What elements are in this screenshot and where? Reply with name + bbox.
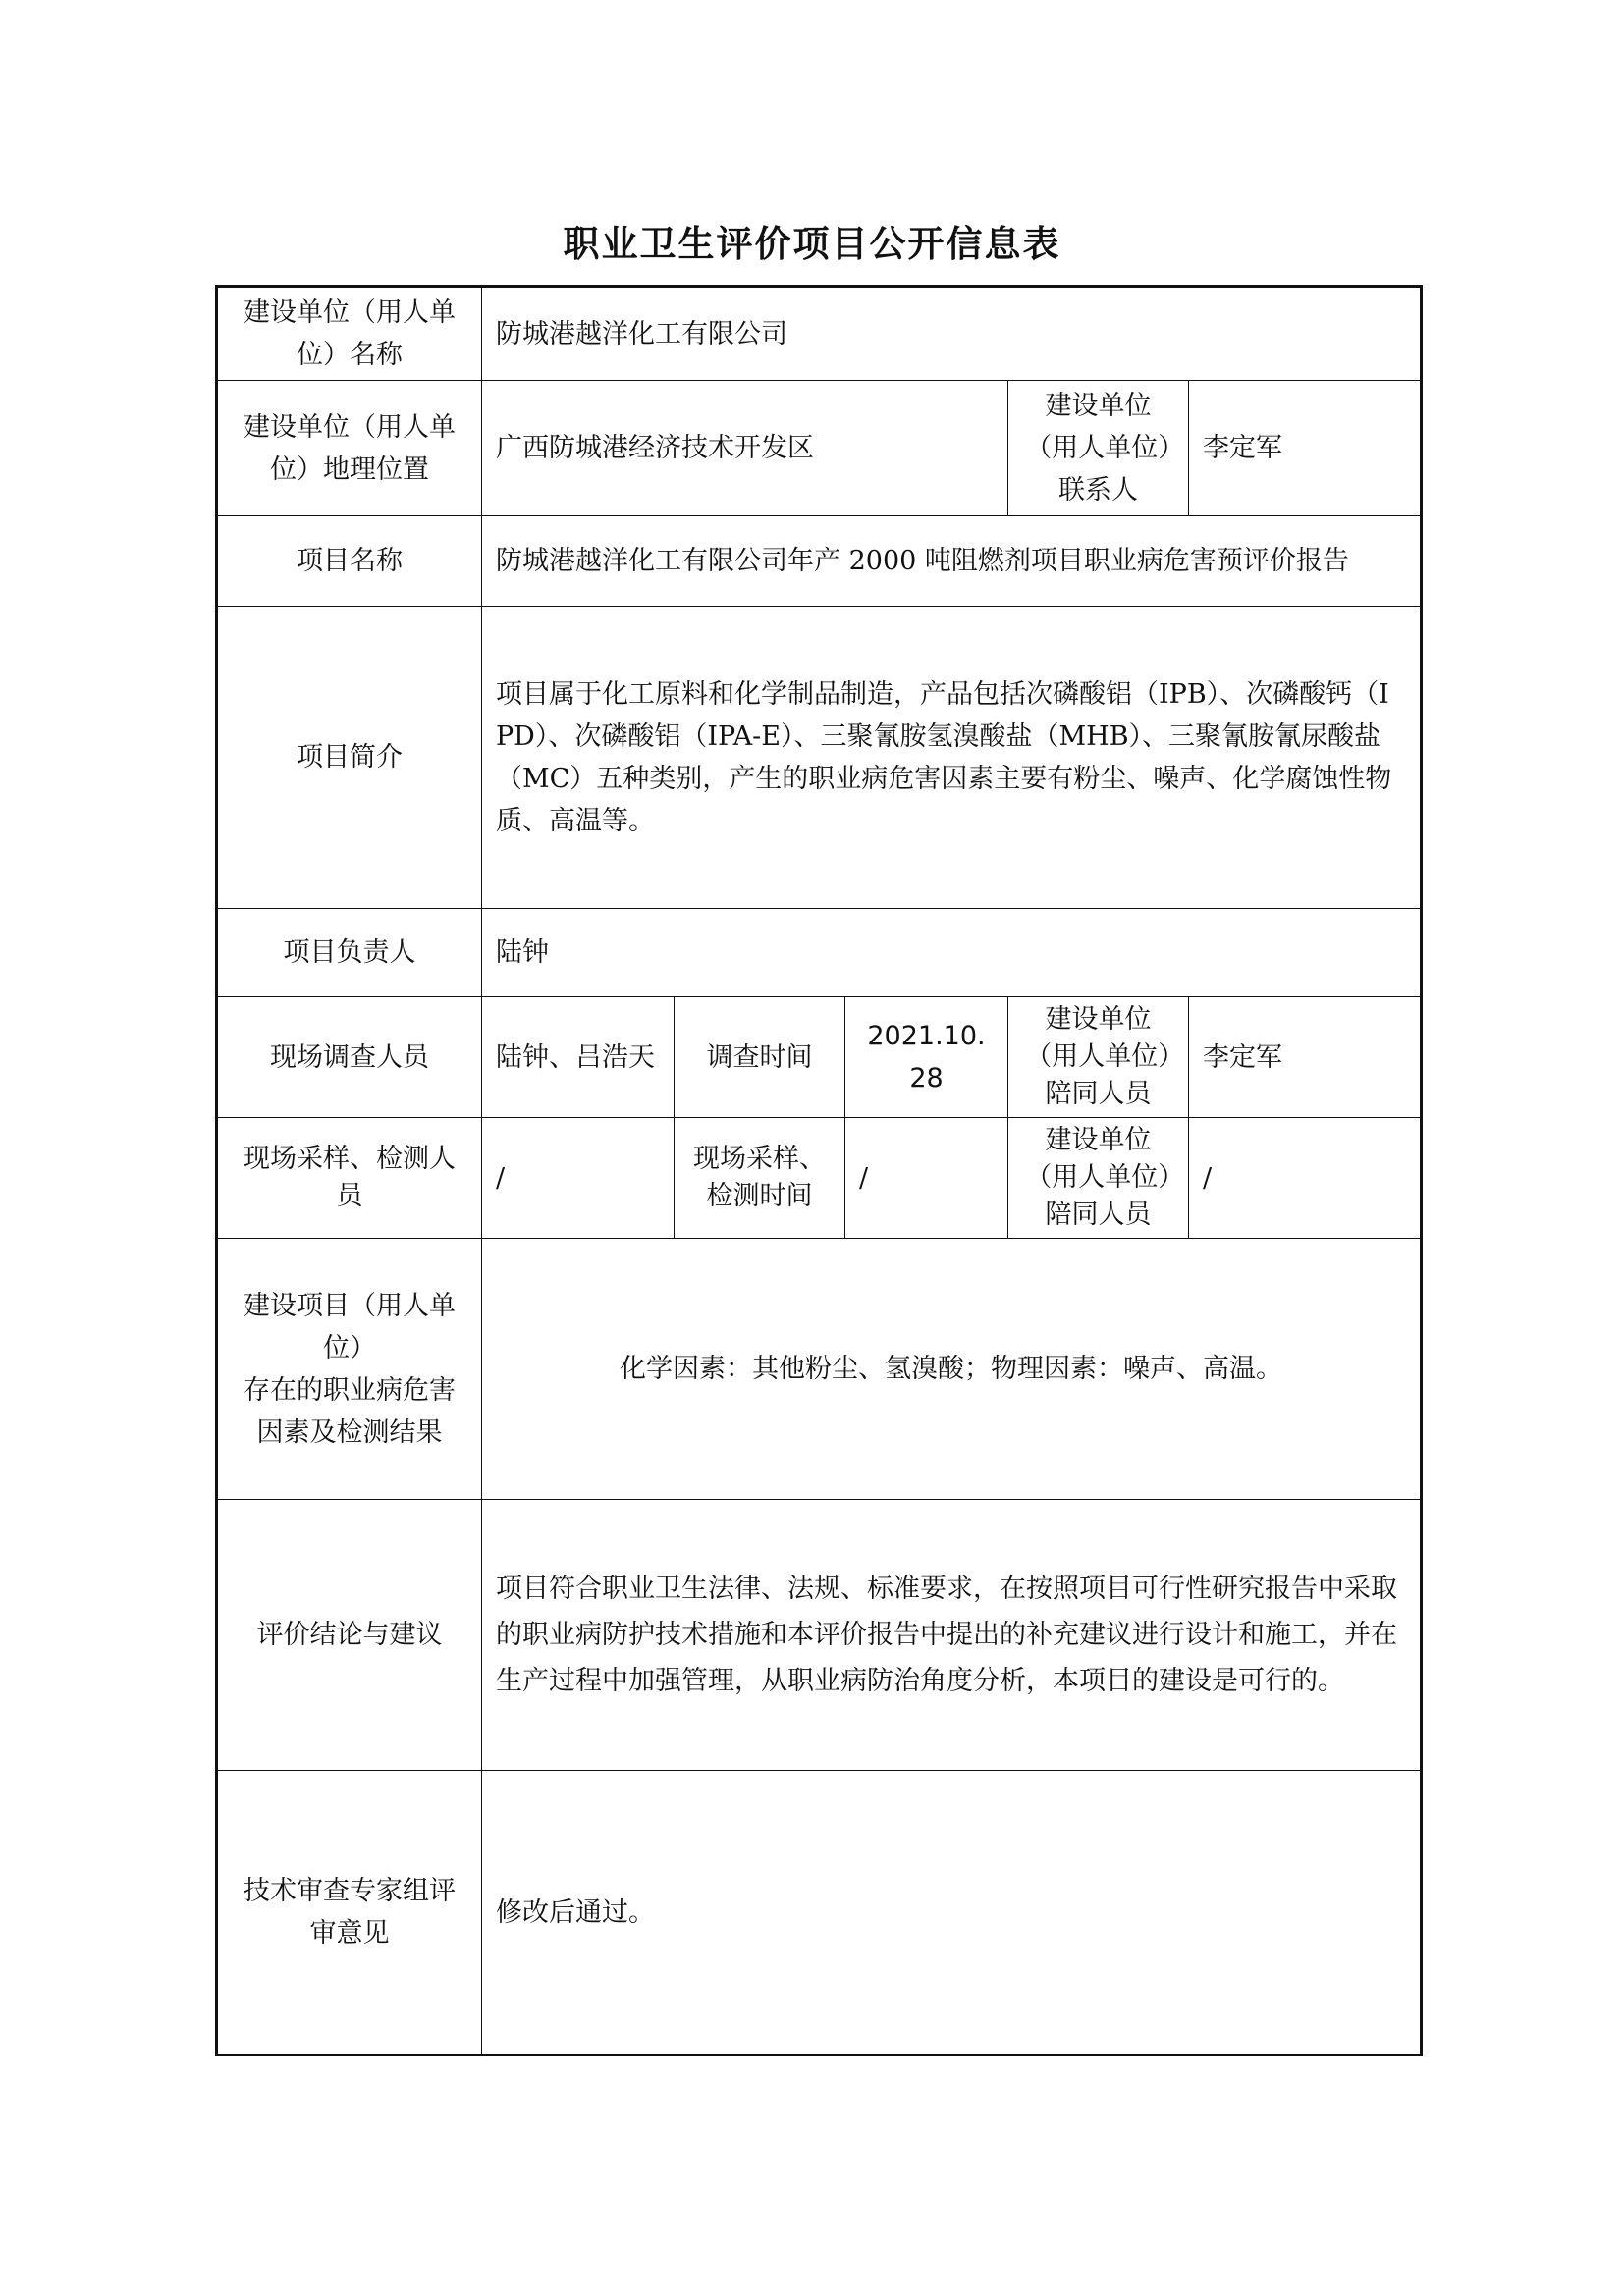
hazards-value: 化学因素：其他粉尘、氢溴酸；物理因素：噪声、高温。 (482, 1239, 1422, 1500)
review-label: 技术审查专家组评审意见 (217, 1771, 482, 2056)
summary-value: 项目属于化工原料和化学制品制造，产品包括次磷酸铝（IPB）、次磷酸钙（IPD）、次磷酸铝（IPA-E）、三聚氰胺氢溴酸盐（MHB）、三聚氰胺氰尿酸盐（MC）五种类别，产生的职业病危害因素主要有粉尘、噪声、化学腐蚀性物质、高温等。 (482, 607, 1422, 909)
row-review (217, 1771, 1422, 2056)
sampling-time-label: 现场采样、检测时间 (675, 1118, 845, 1239)
sampling-escort-value: / (1189, 1118, 1422, 1239)
location-label: 建设单位（用人单位）地理位置 (217, 381, 482, 516)
sampling-label: 现场采样、检测人员 (217, 1118, 482, 1239)
hazards-label-line2: 存在的职业病危害因素及检测结果 (244, 1374, 456, 1448)
survey-time-label: 调查时间 (675, 997, 845, 1118)
leader-label: 项目负责人 (217, 909, 482, 997)
project-name-value: 防城港越洋化工有限公司年产 2000 吨阻燃剂项目职业病危害预评价报告 (482, 516, 1422, 607)
contact-label: 建设单位（用人单位）联系人 (1008, 381, 1189, 516)
row-unit-name (217, 287, 1422, 381)
row-summary (217, 607, 1422, 909)
sampling-escort-label: 建设单位（用人单位）陪同人员 (1008, 1118, 1189, 1239)
info-table (215, 285, 1423, 2056)
row-project-name (217, 516, 1422, 607)
unit-name-label: 建设单位（用人单位）名称 (217, 287, 482, 381)
page-title: 职业卫生评价项目公开信息表 (563, 223, 1061, 265)
survey-escort-label: 建设单位（用人单位）陪同人员 (1008, 997, 1189, 1118)
row-leader (217, 909, 1422, 997)
summary-label: 项目简介 (217, 607, 482, 909)
survey-time-value: 2021.10.28 (845, 997, 1008, 1118)
leader-value: 陆钟 (482, 909, 1422, 997)
unit-name-value: 防城港越洋化工有限公司 (482, 287, 1422, 381)
row-survey (217, 997, 1422, 1118)
conclusion-value: 项目符合职业卫生法律、法规、标准要求，在按照项目可行性研究报告中采取的职业病防护技术措施和本评价报告中提出的补充建议进行设计和施工，并在生产过程中加强管理，从职业病防治角度分析，本项目的建设是可行的。 (482, 1500, 1422, 1771)
sampling-time-value: / (845, 1118, 1008, 1239)
project-name-label: 项目名称 (217, 516, 482, 607)
survey-label: 现场调查人员 (217, 997, 482, 1118)
location-value: 广西防城港经济技术开发区 (482, 381, 1008, 516)
row-hazards (217, 1239, 1422, 1500)
contact-value: 李定军 (1189, 381, 1422, 516)
row-sampling (217, 1118, 1422, 1239)
hazards-label-line1: 建设项目（用人单位） (244, 1290, 456, 1363)
survey-value: 陆钟、吕浩天 (482, 997, 675, 1118)
survey-escort-value: 李定军 (1189, 997, 1422, 1118)
row-location (217, 381, 1422, 516)
conclusion-label: 评价结论与建议 (217, 1500, 482, 1771)
row-conclusion (217, 1500, 1422, 1771)
hazards-label (217, 1239, 482, 1500)
review-value: 修改后通过。 (482, 1771, 1422, 2056)
sampling-value: / (482, 1118, 675, 1239)
